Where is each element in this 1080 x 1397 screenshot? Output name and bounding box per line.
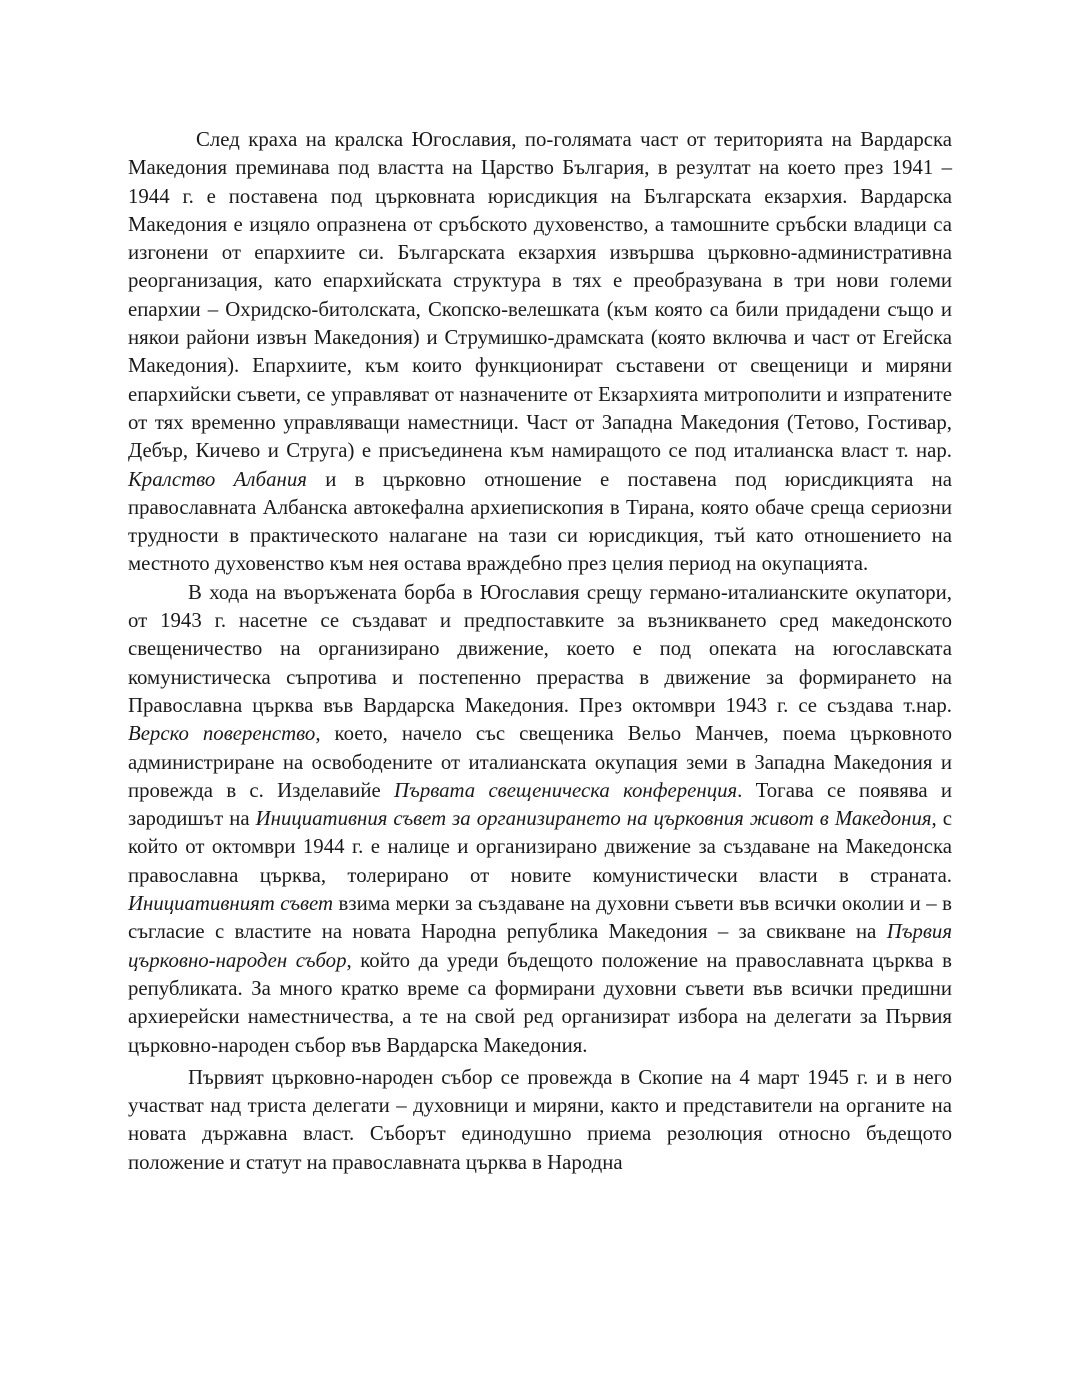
paragraph-text: , с който от октомври 1944 г. е налице и организирано движение за създаване на Македонска православна църква, толерирано от новите комунистически власти в страната. (128, 807, 952, 887)
italic-term: Кралство Албания (128, 467, 307, 491)
paragraph-2 (128, 579, 952, 1060)
paragraph-text: , който да уреди бъдещото положение на православната църква в републиката. За много кратко време са формирани духовни съвети във всички предишни архиерейски наместничества, а те на свой ред организират избора на делегати за Първия църковно-народен събор във Вардарска Македония. (128, 948, 952, 1057)
paragraph-text: и в църковно отношение е поставена под юрисдикцията на православната Албанска автокефална архиепископия в Тирана, която обаче среща сериозни трудности в практическото налагане на тази си юрисдикция, тъй като отношението на местното духовенство към нея остава враждебно през целия период на окупацията. (128, 467, 953, 576)
paragraph-3 (128, 1064, 952, 1177)
paragraph-1 (128, 126, 952, 579)
italic-term: Първата свещеническа конференция (394, 778, 738, 802)
paragraph-text: . Тогава се появява и зародишът на (128, 778, 952, 831)
italic-term: Верско поверенство (128, 722, 316, 746)
paragraph-text: Първият църковно-народен събор се провежда в Скопие на 4 март 1945 г. и в него участват над триста делегати – духовници и миряни, както и представители на органите на новата държавна власт. Съборът единодушно приема резолюция относно бъдещото положение и статут на православната църква в Народна (128, 1065, 952, 1174)
italic-term: Инициативният съвет (128, 892, 334, 916)
document-page (128, 126, 952, 1177)
paragraph-text: В хода на въоръжената борба в Югославия срещу германо-италианските окупатори, от 1943 г. насетне се създават и предпоставките за възникването сред македонското свещеничество на организирано движение, което е под опеката на югославската комунистическа съпротива и постепенно прераства в движение за формирането на Православна църква във Вардарска Македония. През октомври 1943 г. се създава т.нар. (128, 580, 952, 717)
paragraph-text: След краха на кралска Югославия, по-голямата част от територията на Вардарска Македония преминава под властта на Царство България, в резултат на което през 1941 – 1944 г. е поставена под църковната юрисдикция на Българската екзархия. Вардарска Македония е изцяло опразнена от сръбското духовенство, а тамошните сръбски владици са изгонени от епархиите си. Българската екзархия извършва църковно-административна реорганизация, като епархийската структура в тях е преобразувана в три нови големи епархии – Охридско-битолската, Скопско-велешката (към която са били придадени също и някои райони извън Македония) и Струмишко-драмската (която включва и част от Егейска Македония). Епархиите, към които функционират съставени от свещеници и миряни епархийски съвети, се управляват от назначените от Екзархията митрополити и изпратените от тях временно управляващи наместници. Част от Западна Македония (Тетово, Гостивар, Дебър, Кичево и Струга) е присъединена към намиращото се под италианска власт т. нар. (128, 128, 952, 463)
italic-term: Инициативния съвет за организирането на църковния живот в Македония (255, 807, 932, 831)
italic-term: Първия църковно-народен събор (128, 920, 952, 972)
paragraph-text: взима мерки за създаване на духовни съвети във всички околии и – в съгласие с властите на новата Народна република Македония – за свикване на (128, 892, 953, 944)
paragraph-text: , което, начело със свещеника Вельо Манчев, поема църковното администриране на освободените от италианската окупация земи в Западна Македония и провежда в с. Изделавийе (128, 722, 952, 802)
